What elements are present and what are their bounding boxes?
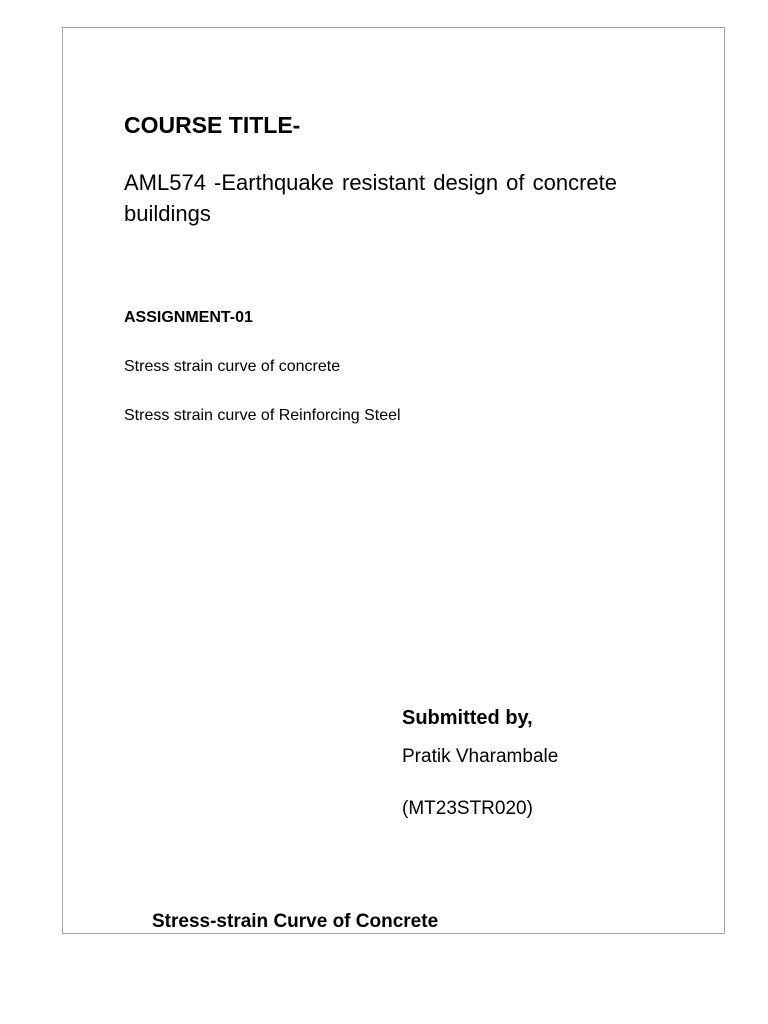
course-name: AML574 -Earthquake resistant design of concrete buildings [124, 170, 617, 226]
page-border [62, 27, 725, 934]
topic-item-concrete: Stress strain curve of concrete [124, 358, 341, 375]
student-name: Pratik Vharambale [402, 746, 559, 767]
course-title-label: COURSE TITLE- [124, 112, 301, 138]
student-id: (MT23STR020) [402, 798, 533, 819]
section-heading: Stress-strain Curve of Concrete [152, 911, 439, 932]
topic-item-steel: Stress strain curve of Reinforcing Steel [124, 407, 401, 424]
assignment-label: ASSIGNMENT-01 [124, 309, 253, 326]
submitted-by-label: Submitted by, [402, 707, 533, 729]
